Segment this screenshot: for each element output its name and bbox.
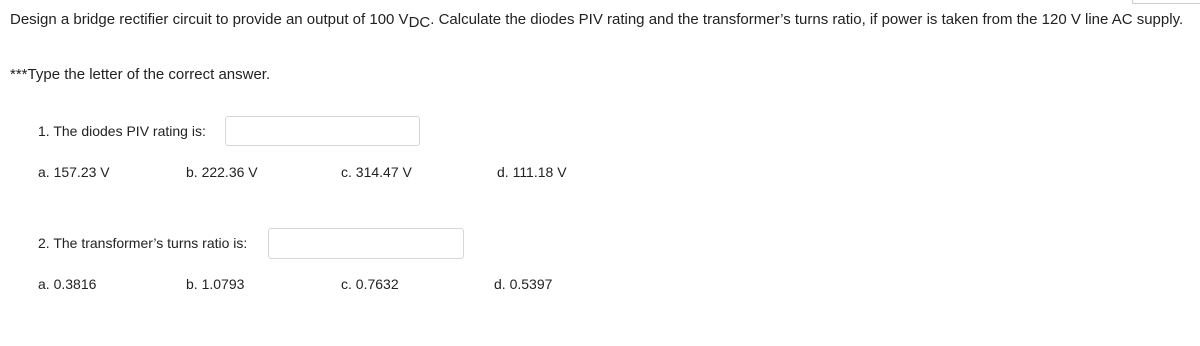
question-text-end: . Calculate the diodes PIV rating and the transformer’s turns ratio, if power is taken from the 120 V line AC supply. <box>430 11 1184 28</box>
item-1-choice-b: b. 222.36 V <box>186 164 258 180</box>
question-text <box>10 11 1184 31</box>
item-2-prompt: 2. The transformer’s turns ratio is: <box>38 235 248 251</box>
instruction-text: ***Type the letter of the correct answer. <box>10 66 271 83</box>
corner-tab <box>1132 0 1200 4</box>
item-1-choice-a: a. 157.23 V <box>38 164 110 180</box>
item-2-answer-input[interactable] <box>268 228 464 259</box>
question-dc-subscript: DC <box>408 14 431 31</box>
item-2-choice-b: b. 1.0793 <box>186 276 245 292</box>
item-2-choice-c: c. 0.7632 <box>341 276 399 292</box>
item-1-choice-d: d. 111.18 V <box>497 164 567 180</box>
item-1-answer-input[interactable] <box>225 116 420 146</box>
question-text-start: Design a bridge rectifier circuit to provide an output of 100 V <box>10 11 409 28</box>
item-2-choice-d: d. 0.5397 <box>494 276 553 292</box>
item-1-choice-c: c. 314.47 V <box>341 164 412 180</box>
item-1-prompt: 1. The diodes PIV rating is: <box>38 123 206 139</box>
item-2-choice-a: a. 0.3816 <box>38 276 97 292</box>
